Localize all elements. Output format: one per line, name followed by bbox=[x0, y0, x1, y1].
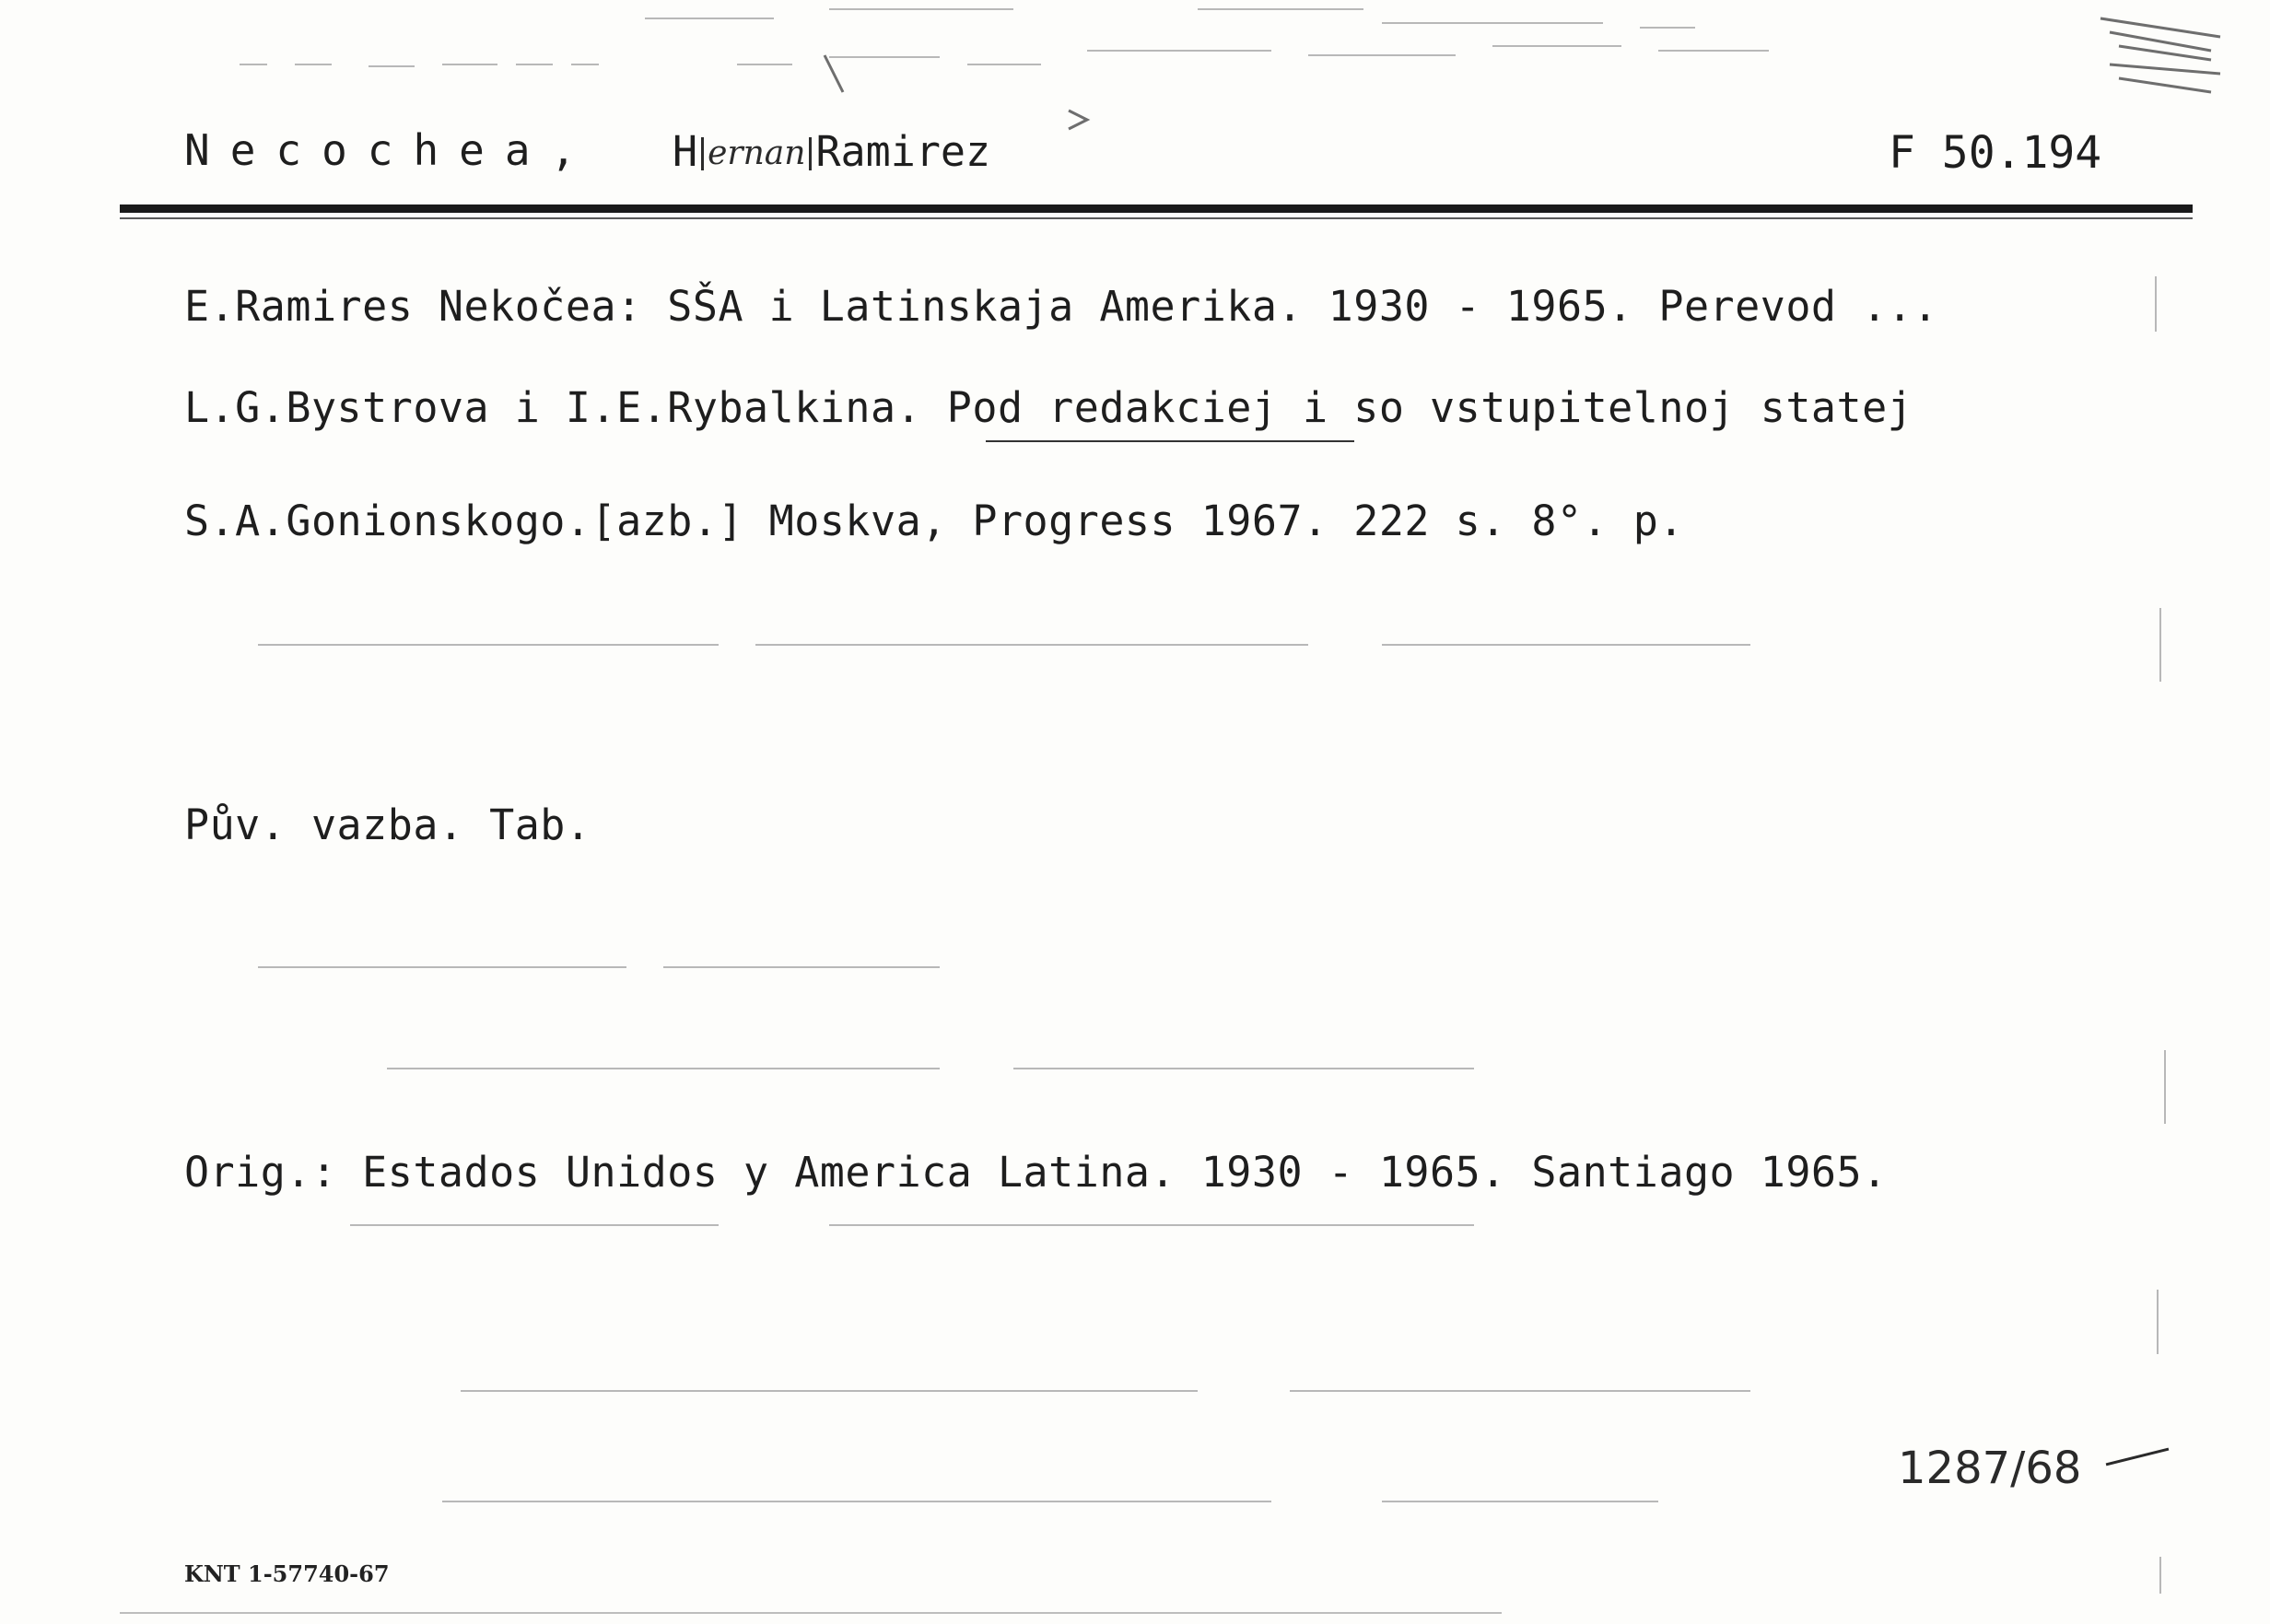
handwritten-given-name-correction: ernan bbox=[701, 137, 812, 170]
shelf-signature: F 50.194 bbox=[1889, 127, 2102, 179]
bottom-rule bbox=[120, 1612, 1502, 1614]
heading-rule-thin bbox=[120, 217, 2193, 219]
entry-line-3: S.A.Gonionskogo.[azb.] Moskva, Progress 1967. 222 s. 8°. p. bbox=[184, 497, 1684, 545]
given-name-prefix: H bbox=[673, 127, 698, 176]
heading-rule bbox=[120, 204, 2193, 213]
original-title-line: Orig.: Estados Unidos y America Latina. 1930 - 1965. Santiago 1965. bbox=[184, 1148, 1888, 1197]
binding-note: Pův. vazba. Tab. bbox=[184, 800, 591, 849]
accession-stroke bbox=[2106, 1448, 2170, 1466]
entry-line-2: L.G.Bystrova i I.E.Rybalkina. Pod redakciej i so vstupitelnoj statej bbox=[184, 383, 1913, 432]
entry-line-1: E.Ramires Nekočea: SŠA i Latinskaja Amerika. 1930 - 1965. Perevod ... bbox=[184, 282, 1938, 331]
heading-surname: Necochea, bbox=[184, 125, 597, 175]
given-name-suffix: Ramirez bbox=[815, 127, 991, 176]
accession-number: 1287/68 bbox=[1898, 1443, 2082, 1494]
underline-mark bbox=[986, 440, 1354, 442]
print-code: KNT 1-57740-67 bbox=[184, 1560, 390, 1587]
heading-given-name bbox=[673, 127, 991, 176]
